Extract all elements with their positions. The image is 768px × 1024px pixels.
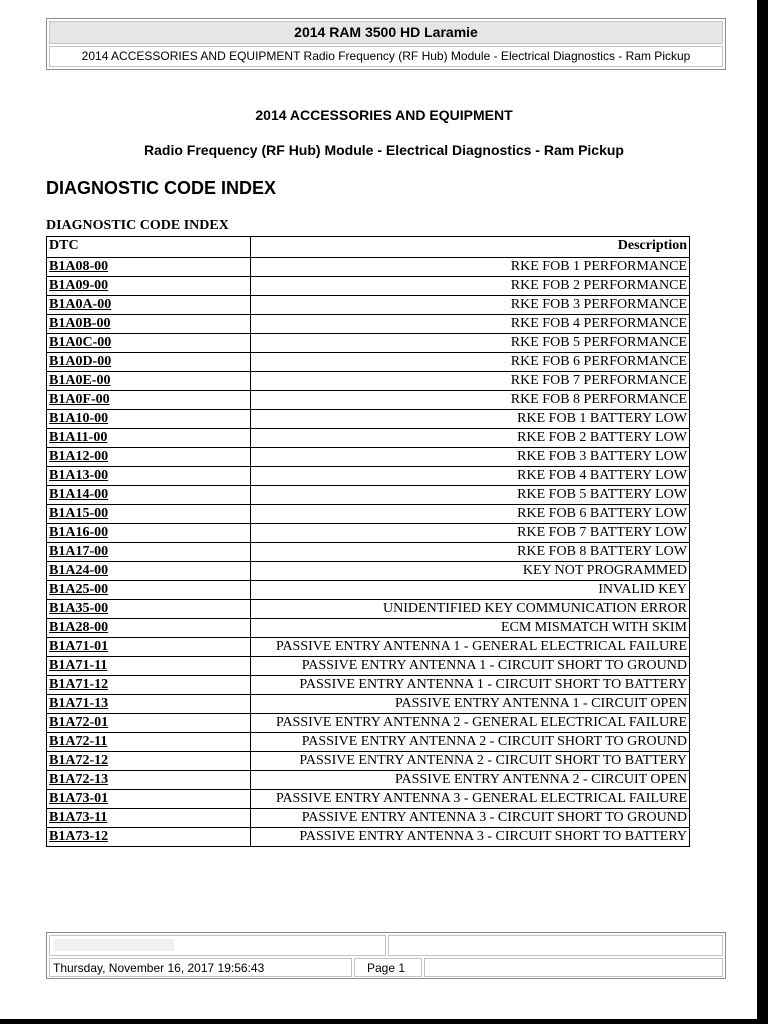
- dtc-code-link[interactable]: B1A17-00: [47, 543, 251, 562]
- dtc-description: RKE FOB 2 BATTERY LOW: [251, 429, 690, 448]
- dtc-description: RKE FOB 6 PERFORMANCE: [251, 353, 690, 372]
- table-row: [47, 790, 690, 809]
- dtc-code-link[interactable]: B1A0F-00: [47, 391, 251, 410]
- table-row: [47, 657, 690, 676]
- dtc-description: PASSIVE ENTRY ANTENNA 2 - GENERAL ELECTRICAL FAILURE: [251, 714, 690, 733]
- dtc-code-link[interactable]: B1A10-00: [47, 410, 251, 429]
- table-row: [47, 809, 690, 828]
- dtc-code-link[interactable]: B1A73-01: [47, 790, 251, 809]
- dtc-description: RKE FOB 4 BATTERY LOW: [251, 467, 690, 486]
- dtc-code-link[interactable]: B1A0D-00: [47, 353, 251, 372]
- table-row: [47, 277, 690, 296]
- footer-cell-empty: [49, 935, 386, 956]
- dtc-code-link[interactable]: B1A11-00: [47, 429, 251, 448]
- dtc-code-link[interactable]: B1A14-00: [47, 486, 251, 505]
- footer-page-number: Page 1: [354, 958, 422, 977]
- dtc-description: PASSIVE ENTRY ANTENNA 1 - CIRCUIT OPEN: [251, 695, 690, 714]
- diagnostic-code-table: [46, 236, 690, 847]
- dtc-code-link[interactable]: B1A72-11: [47, 733, 251, 752]
- table-row: [47, 619, 690, 638]
- dtc-description: KEY NOT PROGRAMMED: [251, 562, 690, 581]
- document-footer: [46, 932, 726, 979]
- table-row: [47, 562, 690, 581]
- table-row: [47, 695, 690, 714]
- dtc-description: PASSIVE ENTRY ANTENNA 2 - CIRCUIT SHORT TO BATTERY: [251, 752, 690, 771]
- table-row: [47, 771, 690, 790]
- dtc-code-link[interactable]: B1A73-11: [47, 809, 251, 828]
- document-header: [46, 18, 726, 70]
- dtc-code-link[interactable]: B1A0C-00: [47, 334, 251, 353]
- table-row: [47, 353, 690, 372]
- section-heading: 2014 ACCESSORIES AND EQUIPMENT: [255, 107, 513, 123]
- table-row: [47, 505, 690, 524]
- dtc-description: PASSIVE ENTRY ANTENNA 3 - GENERAL ELECTRICAL FAILURE: [251, 790, 690, 809]
- dtc-description: PASSIVE ENTRY ANTENNA 2 - CIRCUIT SHORT TO GROUND: [251, 733, 690, 752]
- dtc-code-link[interactable]: B1A0B-00: [47, 315, 251, 334]
- document-title: Radio Frequency (RF Hub) Module - Electrical Diagnostics - Ram Pickup: [144, 142, 624, 158]
- dtc-code-link[interactable]: B1A0A-00: [47, 296, 251, 315]
- dtc-code-link[interactable]: B1A71-12: [47, 676, 251, 695]
- table-row: [47, 410, 690, 429]
- dtc-description: PASSIVE ENTRY ANTENNA 1 - CIRCUIT SHORT TO BATTERY: [251, 676, 690, 695]
- dtc-code-link[interactable]: B1A28-00: [47, 619, 251, 638]
- table-row: [47, 524, 690, 543]
- column-header-description: Description: [251, 237, 690, 258]
- table-body: [47, 258, 690, 847]
- footer-cell-empty: [388, 935, 723, 956]
- table-row: [47, 581, 690, 600]
- dtc-code-link[interactable]: B1A72-13: [47, 771, 251, 790]
- table-row: [47, 828, 690, 847]
- table-row: [47, 372, 690, 391]
- dtc-code-link[interactable]: B1A16-00: [47, 524, 251, 543]
- dtc-description: PASSIVE ENTRY ANTENNA 3 - CIRCUIT SHORT TO GROUND: [251, 809, 690, 828]
- dtc-description: PASSIVE ENTRY ANTENNA 2 - CIRCUIT OPEN: [251, 771, 690, 790]
- window-frame-bottom: [0, 1019, 768, 1024]
- dtc-code-link[interactable]: B1A73-12: [47, 828, 251, 847]
- dtc-description: RKE FOB 1 PERFORMANCE: [251, 258, 690, 277]
- dtc-code-link[interactable]: B1A24-00: [47, 562, 251, 581]
- dtc-description: RKE FOB 3 BATTERY LOW: [251, 448, 690, 467]
- footer-cell-empty: [424, 958, 723, 977]
- dtc-description: ECM MISMATCH WITH SKIM: [251, 619, 690, 638]
- table-row: [47, 543, 690, 562]
- dtc-code-link[interactable]: B1A72-12: [47, 752, 251, 771]
- table-row: [47, 600, 690, 619]
- table-row: [47, 429, 690, 448]
- dtc-code-link[interactable]: B1A71-13: [47, 695, 251, 714]
- table-caption: DIAGNOSTIC CODE INDEX: [46, 218, 229, 233]
- dtc-description: PASSIVE ENTRY ANTENNA 1 - GENERAL ELECTRICAL FAILURE: [251, 638, 690, 657]
- table-row: [47, 638, 690, 657]
- dtc-code-link[interactable]: B1A15-00: [47, 505, 251, 524]
- dtc-code-link[interactable]: B1A0E-00: [47, 372, 251, 391]
- vehicle-title: 2014 RAM 3500 HD Laramie: [49, 21, 723, 44]
- table-row: [47, 448, 690, 467]
- dtc-description: RKE FOB 2 PERFORMANCE: [251, 277, 690, 296]
- dtc-code-link[interactable]: B1A09-00: [47, 277, 251, 296]
- table-row: [47, 258, 690, 277]
- dtc-description: RKE FOB 5 PERFORMANCE: [251, 334, 690, 353]
- dtc-code-link[interactable]: B1A13-00: [47, 467, 251, 486]
- dtc-description: RKE FOB 3 PERFORMANCE: [251, 296, 690, 315]
- column-header-dtc: DTC: [47, 237, 251, 258]
- dtc-description: RKE FOB 7 PERFORMANCE: [251, 372, 690, 391]
- dtc-code-link[interactable]: B1A35-00: [47, 600, 251, 619]
- table-row: [47, 714, 690, 733]
- table-row: [47, 334, 690, 353]
- page-title: DIAGNOSTIC CODE INDEX: [46, 178, 277, 198]
- table-row: [47, 315, 690, 334]
- dtc-description: INVALID KEY: [251, 581, 690, 600]
- dtc-code-link[interactable]: B1A72-01: [47, 714, 251, 733]
- table-row: [47, 391, 690, 410]
- table-row: [47, 467, 690, 486]
- dtc-code-link[interactable]: B1A25-00: [47, 581, 251, 600]
- table-row: [47, 296, 690, 315]
- dtc-description: RKE FOB 6 BATTERY LOW: [251, 505, 690, 524]
- dtc-description: RKE FOB 8 BATTERY LOW: [251, 543, 690, 562]
- table-row: [47, 676, 690, 695]
- dtc-description: RKE FOB 8 PERFORMANCE: [251, 391, 690, 410]
- dtc-description: UNIDENTIFIED KEY COMMUNICATION ERROR: [251, 600, 690, 619]
- dtc-code-link[interactable]: B1A08-00: [47, 258, 251, 277]
- dtc-description: RKE FOB 4 PERFORMANCE: [251, 315, 690, 334]
- dtc-code-link[interactable]: B1A12-00: [47, 448, 251, 467]
- table-row: [47, 486, 690, 505]
- dtc-code-link[interactable]: B1A71-11: [47, 657, 251, 676]
- header-subtitle: 2014 ACCESSORIES AND EQUIPMENT Radio Frequency (RF Hub) Module - Electrical Diagnostics - Ram Pickup: [49, 46, 723, 67]
- dtc-description: RKE FOB 5 BATTERY LOW: [251, 486, 690, 505]
- dtc-description: RKE FOB 1 BATTERY LOW: [251, 410, 690, 429]
- table-row: [47, 733, 690, 752]
- dtc-description: RKE FOB 7 BATTERY LOW: [251, 524, 690, 543]
- dtc-code-link[interactable]: B1A71-01: [47, 638, 251, 657]
- table-row: [47, 752, 690, 771]
- dtc-description: PASSIVE ENTRY ANTENNA 1 - CIRCUIT SHORT TO GROUND: [251, 657, 690, 676]
- dtc-description: PASSIVE ENTRY ANTENNA 3 - CIRCUIT SHORT TO BATTERY: [251, 828, 690, 847]
- table-header-row: [47, 237, 690, 258]
- footer-datetime: Thursday, November 16, 2017 19:56:43: [49, 958, 352, 977]
